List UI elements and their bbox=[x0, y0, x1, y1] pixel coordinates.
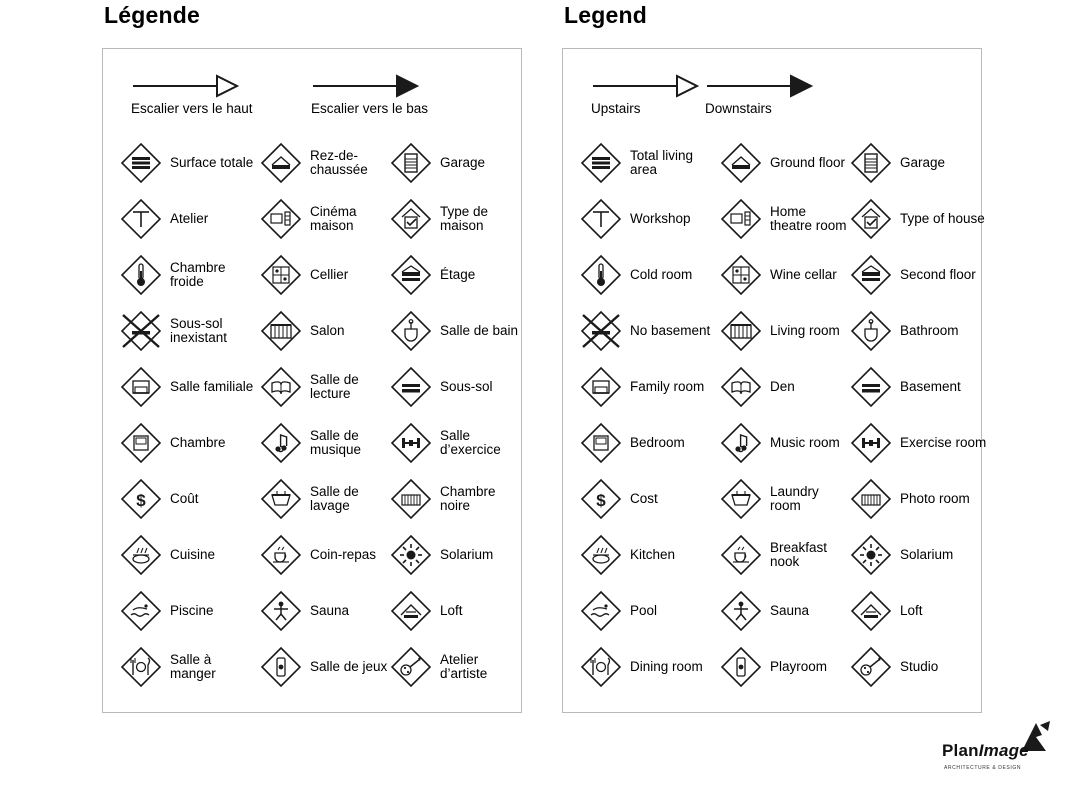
legend-item bbox=[719, 303, 849, 359]
legend-item-label: Cost bbox=[630, 490, 658, 506]
legend-item-label: Bedroom bbox=[630, 434, 685, 450]
legend-item-label: Home theatre room bbox=[770, 203, 847, 233]
legend-item-label: Surface totale bbox=[170, 154, 254, 170]
legend-item bbox=[849, 527, 999, 583]
legend-item bbox=[119, 471, 259, 527]
dining-room-icon bbox=[579, 645, 623, 689]
legend-item-label: Salle de jeux bbox=[310, 658, 388, 674]
bathroom-icon bbox=[849, 309, 893, 353]
arrow-outline-right-icon bbox=[131, 73, 241, 99]
legend-item bbox=[389, 247, 539, 303]
family-room-icon bbox=[579, 365, 623, 409]
legend-item bbox=[579, 191, 719, 247]
legend-item-label: Cellier bbox=[310, 266, 349, 282]
exercise-room-icon bbox=[389, 421, 433, 465]
legend-item bbox=[579, 247, 719, 303]
bathroom-icon bbox=[389, 309, 433, 353]
legend-item-label: Piscine bbox=[170, 602, 214, 618]
arrow-upstairs-fr bbox=[131, 73, 253, 116]
legend-item-label: Atelier bbox=[170, 210, 209, 226]
arrow-upstairs-label-fr: Escalier vers le haut bbox=[131, 101, 253, 116]
logo-name-part2: Image bbox=[978, 741, 1029, 760]
garage-icon bbox=[849, 141, 893, 185]
legend-item-label: Salle d’exercice bbox=[440, 427, 501, 457]
legend-item bbox=[119, 639, 259, 695]
logo-wordmark bbox=[942, 741, 1029, 761]
legend-item bbox=[389, 135, 539, 191]
legend-item-label: Coin-repas bbox=[310, 546, 377, 562]
legend-item-label: Salle de lavage bbox=[310, 483, 359, 513]
legend-item bbox=[849, 247, 999, 303]
legend-item-label: Living room bbox=[770, 322, 840, 338]
arrow-solid-right-icon bbox=[705, 73, 815, 99]
svg-text:$: $ bbox=[136, 491, 146, 510]
legend-item bbox=[579, 303, 719, 359]
legend-item bbox=[719, 247, 849, 303]
legend-item-label: Ground floor bbox=[770, 154, 846, 170]
legend-item-label: Breakfast nook bbox=[770, 539, 828, 569]
legend-item bbox=[389, 639, 539, 695]
legend-item bbox=[259, 415, 389, 471]
no-basement-icon bbox=[579, 309, 623, 353]
legend-item bbox=[389, 471, 539, 527]
legend-item-label: Sauna bbox=[310, 602, 350, 618]
second-floor-icon bbox=[389, 253, 433, 297]
legend-item-label: Salle de lecture bbox=[310, 371, 359, 401]
playroom-icon bbox=[719, 645, 763, 689]
legend-item bbox=[719, 359, 849, 415]
type-of-house-icon bbox=[389, 197, 433, 241]
bedroom-icon bbox=[579, 421, 623, 465]
page-title-fr: Légende bbox=[104, 2, 200, 28]
music-room-icon bbox=[719, 421, 763, 465]
legend-item-label: Type de maison bbox=[440, 203, 489, 233]
legend-item bbox=[719, 471, 849, 527]
legend-item-label: Chambre froide bbox=[170, 259, 226, 289]
sauna-icon bbox=[719, 589, 763, 633]
total-living-area-icon bbox=[579, 141, 623, 185]
legend-item-label: Chambre bbox=[170, 434, 226, 450]
legend-item bbox=[119, 303, 259, 359]
dining-room-icon bbox=[119, 645, 163, 689]
kitchen-icon bbox=[119, 533, 163, 577]
legend-item-label: Rez-de-chaussée bbox=[310, 147, 368, 177]
type-of-house-icon bbox=[849, 197, 893, 241]
arrow-solid-right-icon bbox=[311, 73, 421, 99]
legend-item bbox=[389, 583, 539, 639]
studio-icon bbox=[849, 645, 893, 689]
bedroom-icon bbox=[119, 421, 163, 465]
legend-item-label: Garage bbox=[440, 154, 486, 170]
exercise-room-icon bbox=[849, 421, 893, 465]
workshop-icon bbox=[579, 197, 623, 241]
legend-item bbox=[119, 415, 259, 471]
legend-item bbox=[119, 135, 259, 191]
legend-item bbox=[719, 415, 849, 471]
solarium-icon bbox=[389, 533, 433, 577]
legend-item-label: Laundry room bbox=[770, 483, 819, 513]
legend-item-label: Salle familiale bbox=[170, 378, 254, 394]
cost-icon bbox=[579, 477, 623, 521]
legend-item bbox=[849, 415, 999, 471]
living-room-icon bbox=[719, 309, 763, 353]
legend-item-label: Loft bbox=[440, 602, 463, 618]
arrow-downstairs-label-fr: Escalier vers le bas bbox=[311, 101, 429, 116]
legend-item-label: Den bbox=[770, 378, 795, 394]
second-floor-icon bbox=[849, 253, 893, 297]
arrow-legend-row-fr bbox=[103, 67, 521, 137]
legend-item bbox=[259, 639, 389, 695]
home-theatre-icon bbox=[259, 197, 303, 241]
legend-item-label: Kitchen bbox=[630, 546, 676, 562]
legend-item-label: Cuisine bbox=[170, 546, 216, 562]
legend-item bbox=[389, 415, 539, 471]
breakfast-nook-icon bbox=[719, 533, 763, 577]
logo-tagline: ARCHITECTURE & DESIGN bbox=[944, 765, 1022, 771]
legend-item-label: Étage bbox=[440, 266, 476, 282]
legend-item-label: Photo room bbox=[900, 490, 970, 506]
legend-item bbox=[849, 135, 999, 191]
legend-item bbox=[579, 135, 719, 191]
legend-item bbox=[849, 583, 999, 639]
laundry-room-icon bbox=[259, 477, 303, 521]
ground-floor-icon bbox=[719, 141, 763, 185]
den-icon bbox=[259, 365, 303, 409]
legend-item bbox=[259, 471, 389, 527]
legend-item bbox=[849, 303, 999, 359]
legend-item-label: Loft bbox=[900, 602, 923, 618]
legend-item bbox=[719, 191, 849, 247]
legend-item-label: Type of house bbox=[900, 210, 985, 226]
legend-item-label: Total living area bbox=[630, 147, 694, 177]
legend-item bbox=[849, 359, 999, 415]
legend-item bbox=[259, 359, 389, 415]
legend-item-label: Sous-sol inexistant bbox=[170, 315, 228, 345]
cold-room-icon bbox=[119, 253, 163, 297]
garage-icon bbox=[389, 141, 433, 185]
arrow-downstairs-fr bbox=[311, 73, 428, 116]
legend-item-label: Playroom bbox=[770, 658, 828, 674]
legend-item bbox=[389, 359, 539, 415]
arrow-downstairs-label-en: Downstairs bbox=[705, 101, 772, 116]
legend-grid-english bbox=[563, 135, 987, 695]
photo-room-icon bbox=[849, 477, 893, 521]
legend-item bbox=[259, 303, 389, 359]
legend-item bbox=[849, 639, 999, 695]
family-room-icon bbox=[119, 365, 163, 409]
legend-item bbox=[119, 191, 259, 247]
wine-cellar-icon bbox=[719, 253, 763, 297]
legend-item bbox=[579, 583, 719, 639]
legend-item-label: Cold room bbox=[630, 266, 693, 282]
legend-item bbox=[389, 303, 539, 359]
legend-item-label: Music room bbox=[770, 434, 840, 450]
legend-item-label: Pool bbox=[630, 602, 658, 618]
legend-item-label: Atelier d’artiste bbox=[440, 651, 488, 681]
legend-item-label: Chambre noire bbox=[440, 483, 496, 513]
legend-item bbox=[119, 359, 259, 415]
kitchen-icon bbox=[579, 533, 623, 577]
photo-room-icon bbox=[389, 477, 433, 521]
legend-item-label: Salle à manger bbox=[170, 651, 216, 681]
ground-floor-icon bbox=[259, 141, 303, 185]
legend-item bbox=[849, 471, 999, 527]
legend-item-label: Cinéma maison bbox=[310, 203, 357, 233]
legend-panel-english bbox=[562, 48, 987, 713]
page-title-en: Legend bbox=[564, 2, 647, 28]
arrow-outline-right-icon bbox=[591, 73, 701, 99]
legend-item-label: Solarium bbox=[900, 546, 954, 562]
legend-item bbox=[849, 191, 999, 247]
pool-icon bbox=[579, 589, 623, 633]
pool-icon bbox=[119, 589, 163, 633]
legend-item-label: Dining room bbox=[630, 658, 703, 674]
legend-item-label: Garage bbox=[900, 154, 946, 170]
workshop-icon bbox=[119, 197, 163, 241]
legend-item-label: Family room bbox=[630, 378, 705, 394]
arrow-upstairs-en bbox=[591, 73, 701, 116]
legend-item-label: Studio bbox=[900, 658, 939, 674]
legend-item bbox=[259, 527, 389, 583]
legend-item bbox=[719, 639, 849, 695]
legend-item bbox=[259, 583, 389, 639]
cost-icon bbox=[119, 477, 163, 521]
legend-grid-french bbox=[103, 135, 521, 695]
legend-item-label: Coût bbox=[170, 490, 199, 506]
legend-item-label: Workshop bbox=[630, 210, 691, 226]
legend-item bbox=[389, 191, 539, 247]
legend-item bbox=[259, 135, 389, 191]
playroom-icon bbox=[259, 645, 303, 689]
legend-item-label: Salle de musique bbox=[310, 427, 362, 457]
legend-item bbox=[579, 527, 719, 583]
sauna-icon bbox=[259, 589, 303, 633]
wine-cellar-icon bbox=[259, 253, 303, 297]
legend-item-label: Exercise room bbox=[900, 434, 987, 450]
solarium-icon bbox=[849, 533, 893, 577]
total-living-area-icon bbox=[119, 141, 163, 185]
arrow-upstairs-label-en: Upstairs bbox=[591, 101, 641, 116]
arrow-legend-row-en bbox=[563, 67, 981, 137]
laundry-room-icon bbox=[719, 477, 763, 521]
legend-item-label: Bathroom bbox=[900, 322, 959, 338]
music-room-icon bbox=[259, 421, 303, 465]
basement-icon bbox=[389, 365, 433, 409]
logo-name-part1: Plan bbox=[942, 741, 979, 760]
svg-text:$: $ bbox=[596, 491, 606, 510]
legend-item bbox=[119, 527, 259, 583]
legend-item bbox=[119, 247, 259, 303]
legend-item bbox=[719, 583, 849, 639]
studio-icon bbox=[389, 645, 433, 689]
legend-item bbox=[579, 471, 719, 527]
legend-item bbox=[389, 527, 539, 583]
loft-icon bbox=[849, 589, 893, 633]
den-icon bbox=[719, 365, 763, 409]
legend-item-label: Salon bbox=[310, 322, 345, 338]
legend-item-label: No basement bbox=[630, 322, 711, 338]
legend-item-label: Second floor bbox=[900, 266, 976, 282]
legend-item-label: Sous-sol bbox=[440, 378, 493, 394]
legend-item bbox=[579, 415, 719, 471]
no-basement-icon bbox=[119, 309, 163, 353]
legend-item bbox=[119, 583, 259, 639]
legend-item bbox=[259, 191, 389, 247]
legend-item-label: Sauna bbox=[770, 602, 810, 618]
legend-item-label: Wine cellar bbox=[770, 266, 837, 282]
legend-item bbox=[719, 527, 849, 583]
breakfast-nook-icon bbox=[259, 533, 303, 577]
home-theatre-icon bbox=[719, 197, 763, 241]
cold-room-icon bbox=[579, 253, 623, 297]
loft-icon bbox=[389, 589, 433, 633]
legend-item bbox=[719, 135, 849, 191]
legend-item bbox=[579, 639, 719, 695]
legend-item-label: Solarium bbox=[440, 546, 494, 562]
living-room-icon bbox=[259, 309, 303, 353]
legend-panel-french bbox=[102, 48, 522, 713]
legend-item-label: Salle de bain bbox=[440, 322, 519, 338]
arrow-downstairs-en bbox=[705, 73, 815, 116]
legend-item bbox=[579, 359, 719, 415]
basement-icon bbox=[849, 365, 893, 409]
legend-item-label: Basement bbox=[900, 378, 961, 394]
planimage-logo bbox=[942, 721, 1062, 775]
legend-item bbox=[259, 247, 389, 303]
